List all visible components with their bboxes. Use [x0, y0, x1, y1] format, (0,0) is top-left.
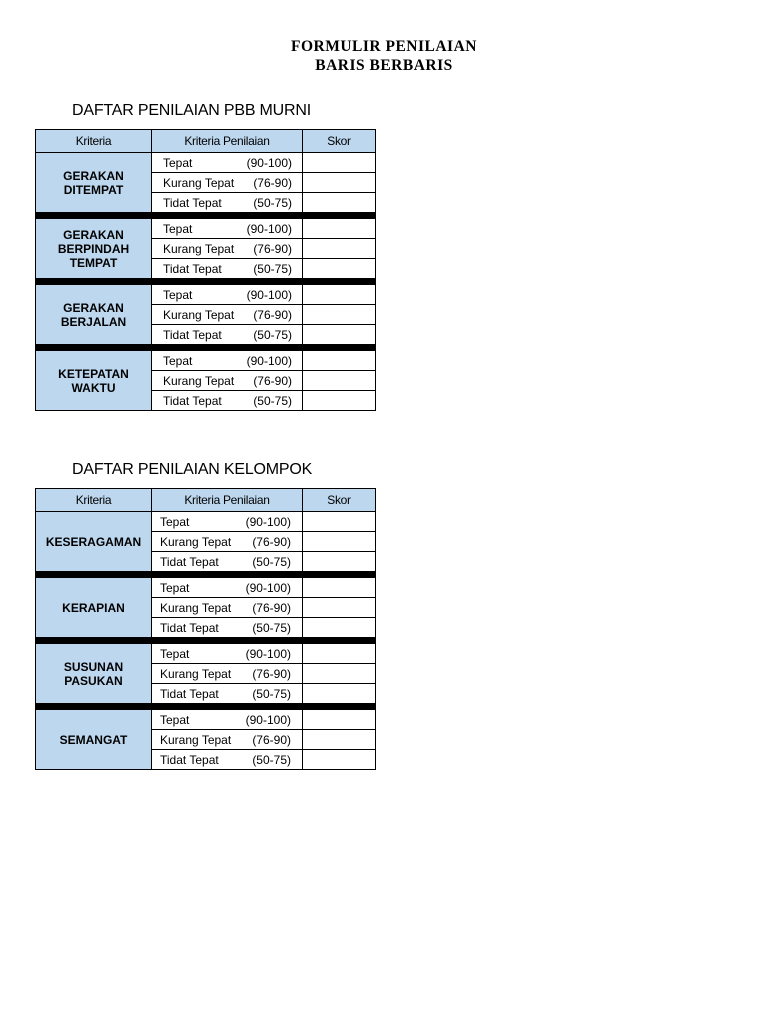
score-cell[interactable] — [303, 730, 376, 750]
score-cell[interactable] — [303, 239, 376, 259]
score-cell[interactable] — [303, 371, 376, 391]
option-range: (76-90) — [253, 175, 292, 190]
score-cell[interactable] — [303, 598, 376, 618]
option-range: (76-90) — [253, 307, 292, 322]
table-header-row — [36, 489, 376, 512]
option-label: Tidat Tepat — [163, 327, 222, 342]
option-label: Kurang Tepat — [163, 307, 235, 322]
table-row — [36, 710, 376, 730]
option-range: (76-90) — [253, 373, 292, 388]
option-range: (76-90) — [252, 534, 291, 549]
assessment-option-cell — [152, 219, 303, 239]
score-cell[interactable] — [303, 684, 376, 704]
assessment-option-cell — [152, 710, 303, 730]
assessment-option-cell — [152, 750, 303, 770]
score-cell[interactable] — [303, 532, 376, 552]
option-range: (50-75) — [253, 327, 292, 342]
assessment-option-cell — [152, 325, 303, 345]
assessment-option-cell — [152, 153, 303, 173]
option-label: Kurang Tepat — [163, 241, 235, 256]
score-cell[interactable] — [303, 285, 376, 305]
criteria-cell: SEMANGAT — [36, 710, 152, 770]
table-row — [36, 512, 376, 532]
option-range: (90-100) — [246, 221, 292, 236]
assessment-option-cell — [152, 285, 303, 305]
option-label: Tidat Tepat — [163, 261, 222, 276]
option-range: (90-100) — [246, 353, 292, 368]
score-cell[interactable] — [303, 219, 376, 239]
option-label: Tidat Tepat — [163, 393, 222, 408]
header-criteria: Kriteria — [36, 130, 152, 153]
option-label: Kurang Tepat — [160, 534, 232, 549]
assessment-option-cell — [152, 644, 303, 664]
score-cell[interactable] — [303, 750, 376, 770]
option-label: Tidat Tepat — [160, 620, 219, 635]
option-label: Tidat Tepat — [160, 554, 219, 569]
score-cell[interactable] — [303, 305, 376, 325]
table-row — [36, 644, 376, 664]
score-cell[interactable] — [303, 664, 376, 684]
assessment-option-cell — [152, 173, 303, 193]
option-range: (50-75) — [252, 752, 291, 767]
option-range: (90-100) — [246, 287, 292, 302]
header-assessment: Kriteria Penilaian — [152, 489, 303, 512]
option-label: Kurang Tepat — [160, 732, 232, 747]
assessment-option-cell — [152, 512, 303, 532]
option-label: Tepat — [163, 287, 193, 302]
table-row — [36, 578, 376, 598]
assessment-option-cell — [152, 552, 303, 572]
option-range: (90-100) — [245, 646, 291, 661]
document-title — [0, 37, 768, 75]
criteria-cell: KERAPIAN — [36, 578, 152, 638]
option-range: (50-75) — [252, 686, 291, 701]
option-range: (76-90) — [252, 666, 291, 681]
header-criteria: Kriteria — [36, 489, 152, 512]
option-label: Tepat — [163, 353, 193, 368]
table-pbb-murni — [35, 129, 376, 411]
score-cell[interactable] — [303, 391, 376, 411]
assessment-option-cell — [152, 239, 303, 259]
option-label: Kurang Tepat — [163, 373, 235, 388]
option-range: (50-75) — [252, 620, 291, 635]
header-score: Skor — [303, 130, 376, 153]
criteria-cell: KESERAGAMAN — [36, 512, 152, 572]
assessment-option-cell — [152, 730, 303, 750]
score-cell[interactable] — [303, 325, 376, 345]
header-score: Skor — [303, 489, 376, 512]
score-cell[interactable] — [303, 259, 376, 279]
option-label: Tepat — [160, 646, 190, 661]
option-range: (76-90) — [252, 732, 291, 747]
score-cell[interactable] — [303, 193, 376, 213]
option-range: (50-75) — [253, 195, 292, 210]
option-label: Tidat Tepat — [163, 195, 222, 210]
table-header-row — [36, 130, 376, 153]
score-cell[interactable] — [303, 710, 376, 730]
assessment-option-cell — [152, 371, 303, 391]
option-label: Kurang Tepat — [160, 666, 232, 681]
title-line-2: BARIS BERBARIS — [315, 57, 453, 74]
option-range: (50-75) — [252, 554, 291, 569]
assessment-option-cell — [152, 305, 303, 325]
criteria-cell: GERAKAN BERPINDAH TEMPAT — [36, 219, 152, 279]
assessment-option-cell — [152, 532, 303, 552]
option-range: (90-100) — [245, 580, 291, 595]
assessment-option-cell — [152, 598, 303, 618]
option-range: (90-100) — [245, 712, 291, 727]
assessment-option-cell — [152, 578, 303, 598]
score-cell[interactable] — [303, 578, 376, 598]
score-cell[interactable] — [303, 153, 376, 173]
option-label: Tepat — [163, 155, 193, 170]
option-range: (76-90) — [253, 241, 292, 256]
option-label: Tepat — [160, 712, 190, 727]
assessment-option-cell — [152, 684, 303, 704]
section-heading-kelompok: DAFTAR PENILAIAN KELOMPOK — [72, 461, 313, 478]
assessment-option-cell — [152, 259, 303, 279]
table-row — [36, 219, 376, 239]
assessment-option-cell — [152, 618, 303, 638]
option-label: Tidat Tepat — [160, 686, 219, 701]
option-range: (90-100) — [246, 155, 292, 170]
option-label: Tepat — [160, 514, 190, 529]
header-assessment: Kriteria Penilaian — [152, 130, 303, 153]
option-range: (76-90) — [252, 600, 291, 615]
assessment-option-cell — [152, 664, 303, 684]
section-heading-pbb-murni: DAFTAR PENILAIAN PBB MURNI — [72, 102, 311, 119]
criteria-cell: GERAKAN DITEMPAT — [36, 153, 152, 213]
option-label: Kurang Tepat — [160, 600, 232, 615]
score-cell[interactable] — [303, 173, 376, 193]
option-label: Tidat Tepat — [160, 752, 219, 767]
option-range: (50-75) — [253, 261, 292, 276]
assessment-option-cell — [152, 351, 303, 371]
option-range: (50-75) — [253, 393, 292, 408]
table-row — [36, 351, 376, 371]
table-row — [36, 285, 376, 305]
option-label: Tepat — [163, 221, 193, 236]
score-cell[interactable] — [303, 552, 376, 572]
criteria-cell: KETEPATAN WAKTU — [36, 351, 152, 411]
table-row — [36, 153, 376, 173]
criteria-cell: SUSUNAN PASUKAN — [36, 644, 152, 704]
assessment-option-cell — [152, 193, 303, 213]
option-range: (90-100) — [245, 514, 291, 529]
assessment-option-cell — [152, 391, 303, 411]
option-label: Kurang Tepat — [163, 175, 235, 190]
score-cell[interactable] — [303, 644, 376, 664]
score-cell[interactable] — [303, 512, 376, 532]
criteria-cell: GERAKAN BERJALAN — [36, 285, 152, 345]
score-cell[interactable] — [303, 351, 376, 371]
table-kelompok — [35, 488, 376, 770]
title-line-1: FORMULIR PENILAIAN — [291, 38, 477, 55]
score-cell[interactable] — [303, 618, 376, 638]
option-label: Tepat — [160, 580, 190, 595]
